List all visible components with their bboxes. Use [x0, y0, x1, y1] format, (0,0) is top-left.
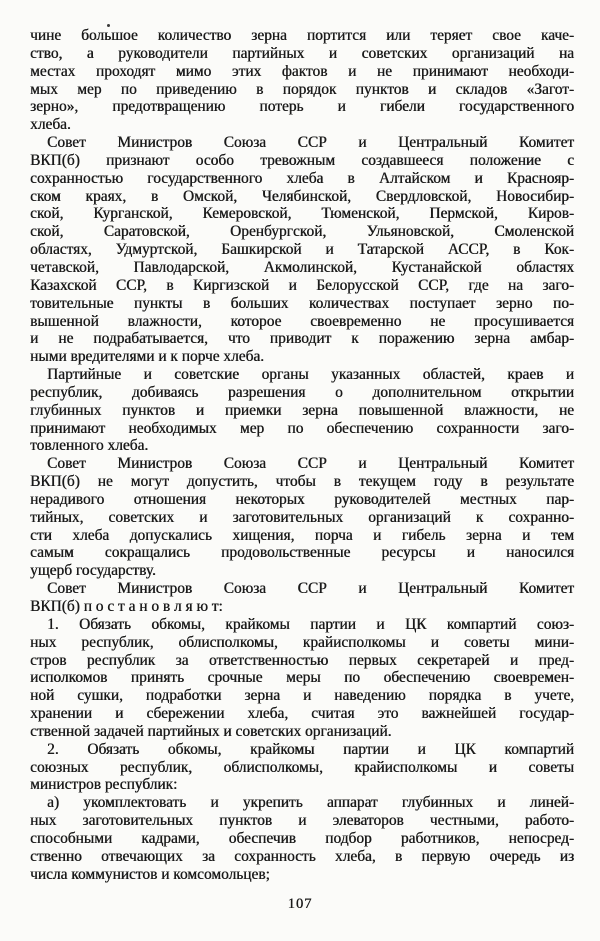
text-line: ущерб государству.	[30, 562, 156, 580]
text-line: глубинных пунктов и приемки зерна повышенной влажности, не	[30, 401, 574, 419]
text-line: Казахской ССР, в Киргизской и Белорусской ССР, где на заго-	[30, 276, 574, 294]
text-line: числа коммунистов и комсомольцев;	[30, 865, 270, 883]
text-line: хранении и сбережении хлеба, считая это важнейшей государ-	[30, 705, 574, 723]
text-line: ной сушки, подработки зерна и наведению порядка в учете,	[30, 687, 574, 705]
text-line: а) укомплектовать и укрепить аппарат глубинных и линей-	[47, 794, 574, 812]
text-line: ской, Саратовской, Оренбургской, Ульяновской, Смоленской	[30, 223, 574, 241]
text-line: вышенной влажности, которое своевременно не просушивается	[30, 312, 574, 330]
text-line: ство, а руководители партийных и советских организаций на	[30, 44, 574, 62]
text-line: ВКП(б) признают особо тревожным создавшееся положение с	[30, 151, 574, 169]
text-line: зерно», предотвращению потерь и гибели государственного	[30, 98, 574, 116]
text-line: тийных, советских и заготовительных организаций к сохранно-	[30, 508, 574, 526]
text-line: республик, добиваясь разрешения о дополнительном открытии	[30, 383, 574, 401]
text-line: ных заготовительных пунктов и элеваторов честными, работо-	[30, 812, 574, 830]
text-line: областях, Удмуртской, Башкирской и Татарской АССР, в Кок-	[30, 241, 574, 259]
text-line: способными кадрами, обеспечив подбор работников, непосред-	[30, 829, 574, 847]
text-line: товленного хлеба.	[30, 437, 149, 455]
text-line: мых мер по приведению в порядок пунктов и складов «Загот-	[30, 80, 574, 98]
text-line: ными вредителями и к порче хлеба.	[30, 348, 264, 366]
text-line: самым сокращались продовольственные ресурсы и наносился	[30, 544, 574, 562]
paragraph	[30, 366, 574, 455]
page-number: 107	[287, 896, 313, 912]
body-text	[30, 27, 574, 884]
paragraph	[30, 27, 574, 134]
text-line: нерадивого отношения некоторых руководителей местных пар-	[30, 490, 574, 508]
text-line: ской, Курганской, Кемеровской, Тюменской, Пермской, Киров-	[30, 205, 574, 223]
text-line: ных республик, облисполкомы, крайисполкомы и советы мини-	[30, 633, 574, 651]
paragraph	[30, 794, 574, 883]
text-line: Совет Министров Союза ССР и Центральный Комитет	[47, 134, 574, 152]
text-line: ВКП(б) п о с т а н о в л я ю т:	[30, 598, 223, 615]
text-line: сохранностью государственного хлеба в Алтайском и Краснояр-	[30, 169, 574, 187]
text-line: хлеба.	[30, 116, 71, 134]
text-line: ственно отвечающих за сохранность хлеба, в первую очередь из	[30, 847, 574, 865]
text-line: принимают необходимых мер по обеспечению сохранности заго-	[30, 419, 574, 437]
paragraph	[30, 616, 574, 741]
text-line: ВКП(б) не могут допустить, чтобы в текущем году в результате	[30, 473, 574, 491]
text-line: министров республик:	[30, 776, 178, 794]
text-line: исполкомов принять срочные меры по обеспечению своевремен-	[30, 669, 574, 687]
paragraph	[30, 134, 574, 366]
text-line: Совет Министров Союза ССР и Центральный Комитет	[47, 455, 574, 473]
text-line: Совет Министров Союза ССР и Центральный Комитет	[47, 580, 574, 598]
text-line: чине большое количество зерна портится или теряет свое каче-	[30, 27, 574, 44]
paragraph	[30, 580, 574, 616]
text-line: четавской, Павлодарской, Акмолинской, Кустанайской областях	[30, 258, 574, 276]
paragraph	[30, 741, 574, 795]
text-line: и не подрабатывается, что приводит к поражению зерна амбар-	[30, 330, 574, 348]
text-line: товительные пункты в больших количествах поступает зерно по-	[30, 294, 574, 312]
text-line: 2. Обязать обкомы, крайкомы партии и ЦК компартий	[47, 740, 574, 758]
text-line: 1. Обязать обкомы, крайкомы партии и ЦК компартий союз-	[47, 615, 574, 633]
text-line: Партийные и советские органы указанных областей, краев и	[47, 366, 574, 384]
text-line: сти хлеба допускались хищения, порча и гибель зерна и тем	[30, 526, 574, 544]
paragraph	[30, 455, 574, 580]
text-line: ственной задачей партийных и советских организаций.	[30, 722, 392, 740]
text-line: союзных республик, облисполкомы, крайисполкомы и советы	[30, 758, 574, 776]
text-line: стров республик за ответственностью первых секретарей и пред-	[30, 651, 574, 669]
text-line: местах проходят мимо этих фактов и не принимают необходи-	[30, 62, 574, 80]
text-line: ском краях, в Омской, Челябинской, Свердловской, Новосибир-	[30, 187, 574, 205]
